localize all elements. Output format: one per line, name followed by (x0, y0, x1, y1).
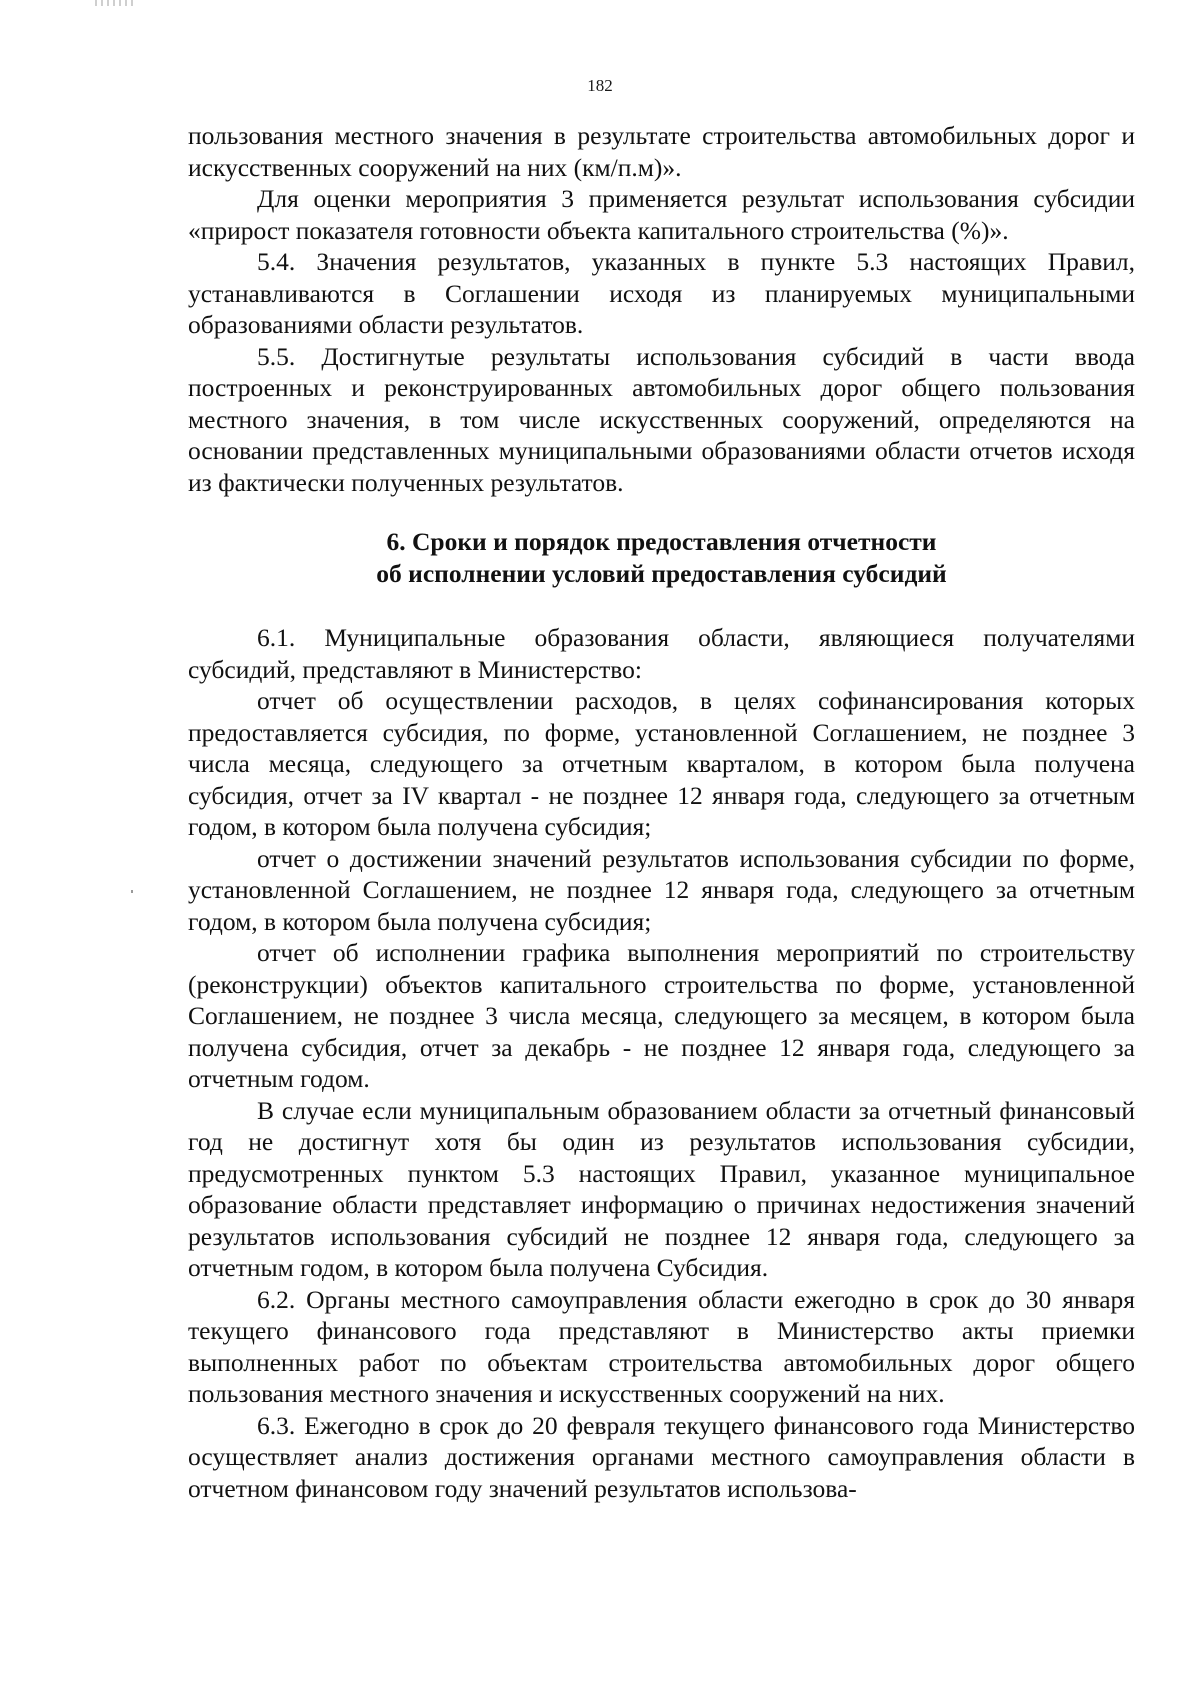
section-heading-line-1: 6. Сроки и порядок предоставления отчетности (386, 527, 937, 556)
page-number: 182 (587, 76, 613, 95)
paragraph: пользования местного значения в результате строительства автомобильных дорог и искусственных сооружений на них (км/п.м)». (188, 121, 1135, 182)
paragraph: 6.1. Муниципальные образования области, являющиеся получателями субсидий, представляют в Министерство: (188, 623, 1135, 684)
paragraph: 5.5. Достигнутые результаты использования субсидий в части ввода построенных и реконструированных автомобильных дорог общего пользования местного значения, в том числе искусственных сооружений, определяются на основании представленных муниципальными образованиями области отчетов исходя из фактически полученных результатов. (188, 341, 1135, 497)
section-heading-line-2: об исполнении условий предоставления субсидий (376, 558, 947, 588)
section-heading (188, 526, 1135, 589)
paragraphs-before-heading (188, 120, 1135, 498)
paragraphs-after-heading (188, 622, 1135, 1504)
scan-speck (131, 890, 133, 893)
paragraph: отчет об исполнении графика выполнения мероприятий по строительству (реконструкции) объектов капитального строительства по форме, установленной Соглашением, не позднее 3 числа месяца, следующего за месяцем, в котором была получена субсидия, отчет за декабрь - не позднее 12 января года, следующего за отчетным годом. (188, 938, 1135, 1093)
paragraph: 6.3. Ежегодно в срок до 20 февраля текущего финансового года Министерство осуществляет анализ достижения органами местного самоуправления области в отчетном финансовом году значений результатов использова- (188, 1410, 1135, 1503)
paragraph: отчет о достижении значений результатов использования субсидии по форме, установленной Соглашением, не позднее 12 января года, следующего за отчетным годом, в котором была получена субсидия; (188, 843, 1135, 936)
paragraph: В случае если муниципальным образованием области за отчетный финансовый год не достигнут хотя бы один из результатов использования субсидии, предусмотренных пунктом 5.3 настоящих Правил, указанное муниципальное образование области представляет информацию о причинах недостижения значений результатов использования субсидий не позднее 12 января года, следующего за отчетным годом, в котором была получена Субсидия. (188, 1095, 1135, 1282)
document-body (188, 120, 1135, 1504)
paragraph: отчет об осуществлении расходов, в целях софинансирования которых предоставляется субсидия, по форме, установленной Соглашением, не позднее 3 числа месяца, следующего за отчетным кварталом, в котором была получена субсидия, отчет за IV квартал - не позднее 12 января года, следующего за отчетным годом, в котором была получена субсидия; (188, 686, 1135, 841)
paragraph: 5.4. Значения результатов, указанных в пункте 5.3 настоящих Правил, устанавливаются в Соглашении исходя из планируемых муниципальными образованиями области результатов. (188, 247, 1135, 339)
scan-artifact (95, 0, 135, 6)
paragraph: 6.2. Органы местного самоуправления области ежегодно в срок до 30 января текущего финансового года представляют в Министерство акты приемки выполненных работ по объектам строительства автомобильных дорог общего пользования местного значения и искусственных сооружений на них. (188, 1284, 1135, 1408)
paragraph: Для оценки мероприятия 3 применяется результат использования субсидии «прирост показателя готовности объекта капитального строительства (%)». (188, 184, 1135, 245)
